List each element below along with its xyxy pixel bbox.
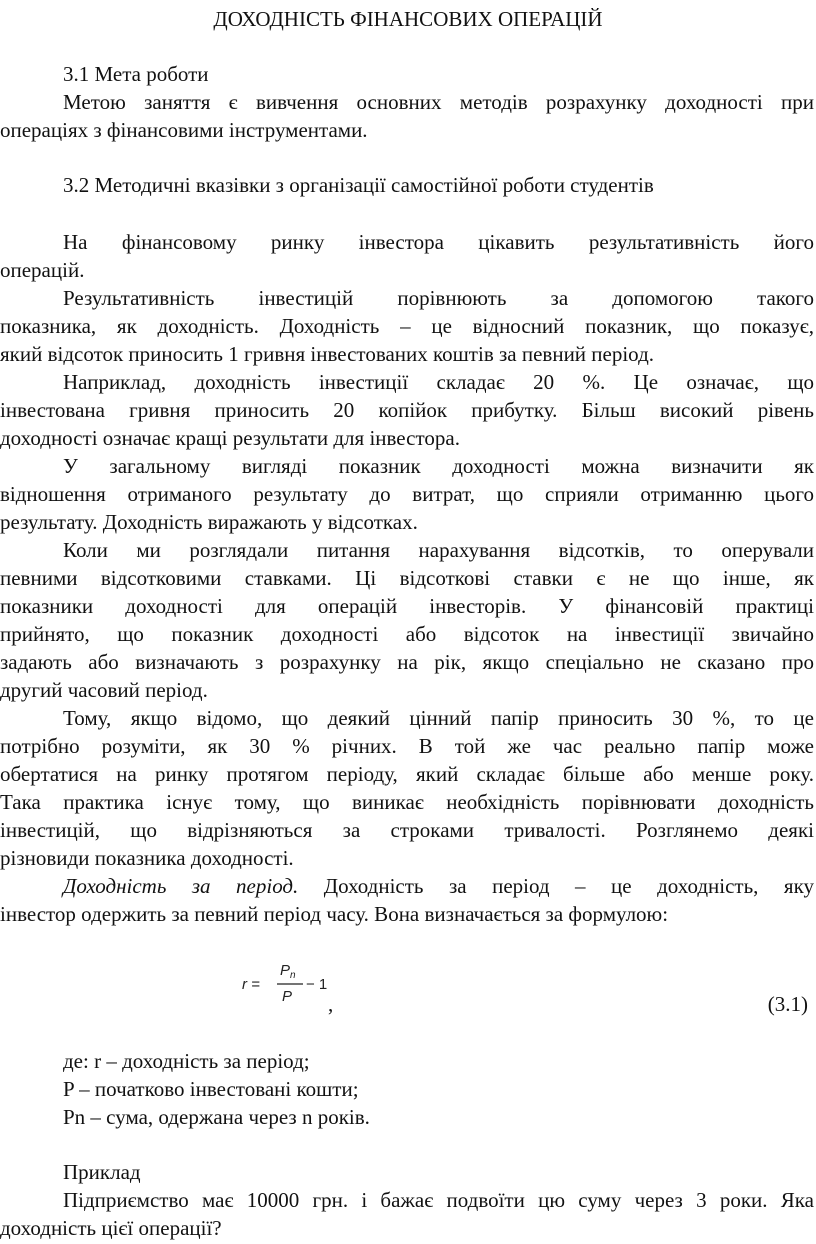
paragraph-line: Тому, якщо відомо, що деякий цінний папір приносить 30 %, то це	[63, 706, 814, 730]
paragraph-line: другий часовий період.	[0, 678, 208, 702]
legend-line: P – початково інвестовані кошти;	[63, 1077, 359, 1101]
paragraph-line: показники доходності для операцій інвесторів. У фінансовій практиці	[0, 594, 814, 618]
section-3-1-text-line: операціях з фінансовими інструментами.	[0, 118, 368, 142]
paragraph-line	[0, 872, 816, 900]
paragraph-line: відношення отриманого результату до витрат, що сприяли отриманню цього	[0, 482, 814, 506]
section-3-2-heading: 3.2 Методичні вказівки з організації самостійної роботи студентів	[63, 173, 654, 197]
paragraph-line: У загальному вигляді показник доходності можна визначити як	[63, 454, 814, 478]
legend-line: де: r – доходність за період;	[63, 1049, 310, 1073]
formula-lhs: r =	[242, 976, 260, 993]
paragraph-line: Наприклад, доходність інвестиції складає 20 %. Це означає, що	[63, 370, 814, 394]
paragraph-line: прийнято, що показник доходності або відсоток на інвестиції звичайно	[0, 622, 814, 646]
formula-minus-one: − 1	[306, 976, 328, 993]
paragraph-line: Така практика існує тому, що виникає необхідність порівнювати доходність	[0, 790, 814, 814]
formula-denominator: P	[282, 988, 293, 1005]
formula-numerator-sub: n	[290, 970, 296, 981]
paragraph-line: доходності означає кращі результати для інвестора.	[0, 426, 460, 450]
term-definition: Доходність за період – це доходність, яку	[298, 874, 814, 898]
example-text-line: доходність цієї операції?	[0, 1216, 222, 1240]
section-3-1-heading: 3.1 Мета роботи	[63, 62, 209, 86]
paragraph-line: результату. Доходність виражають у відсотках.	[0, 510, 418, 534]
equation-number: (3.1)	[767, 992, 808, 1016]
paragraph-line: інвестор одержить за певний період часу. Вона визначається за формулою:	[0, 902, 669, 926]
formula-numerator: P	[280, 962, 291, 979]
paragraph-line: операцій.	[0, 258, 85, 282]
document-title: ДОХОДНІСТЬ ФІНАНСОВИХ ОПЕРАЦІЙ	[213, 7, 603, 31]
section-3-1-text-line: Метою заняття є вивчення основних методів розрахунку доходності при	[63, 90, 814, 114]
paragraph-line: показника, як доходність. Доходність – це відносний показник, що показує,	[0, 314, 814, 338]
paragraph-line: Результативність інвестицій порівнюють за допомогою такого	[63, 286, 814, 310]
paragraph-line: певними відсотковими ставками. Ці відсоткові ставки є не що інше, як	[0, 566, 814, 590]
legend-line: Pn – сума, одержана через n років.	[63, 1105, 370, 1129]
paragraph-line: різновиди показника доходності.	[0, 846, 294, 870]
paragraph-line: задають або визначають з розрахунку на рік, якщо спеціально не сказано про	[0, 650, 814, 674]
example-heading: Приклад	[63, 1160, 141, 1184]
formula-3-1	[240, 957, 360, 1009]
example-text-line: Підприємство має 10000 грн. і бажає подвоїти цю суму через 3 роки. Яка	[63, 1188, 814, 1212]
paragraph-line: потрібно розуміти, як 30 % річних. В той же час реально папір може	[0, 734, 814, 758]
paragraph-line: інвестицій, що відрізняються за строками тривалості. Розглянемо деякі	[0, 818, 814, 842]
paragraph-line: інвестована гривня приносить 20 копійок прибутку. Більш високий рівень	[0, 398, 814, 422]
paragraph-line: який відсоток приносить 1 гривня інвестованих коштів за певний період.	[0, 342, 655, 366]
paragraph-line: Коли ми розглядали питання нарахування відсотків, то оперували	[63, 538, 814, 562]
paragraph-line: На фінансовому ринку інвестора цікавить результативність його	[63, 230, 814, 254]
formula-comma: ,	[328, 992, 334, 1016]
paragraph-line: обертатися на ринку протягом періоду, який складає більше або менше року.	[0, 762, 814, 786]
term-italic: Доходність за період.	[63, 874, 299, 898]
